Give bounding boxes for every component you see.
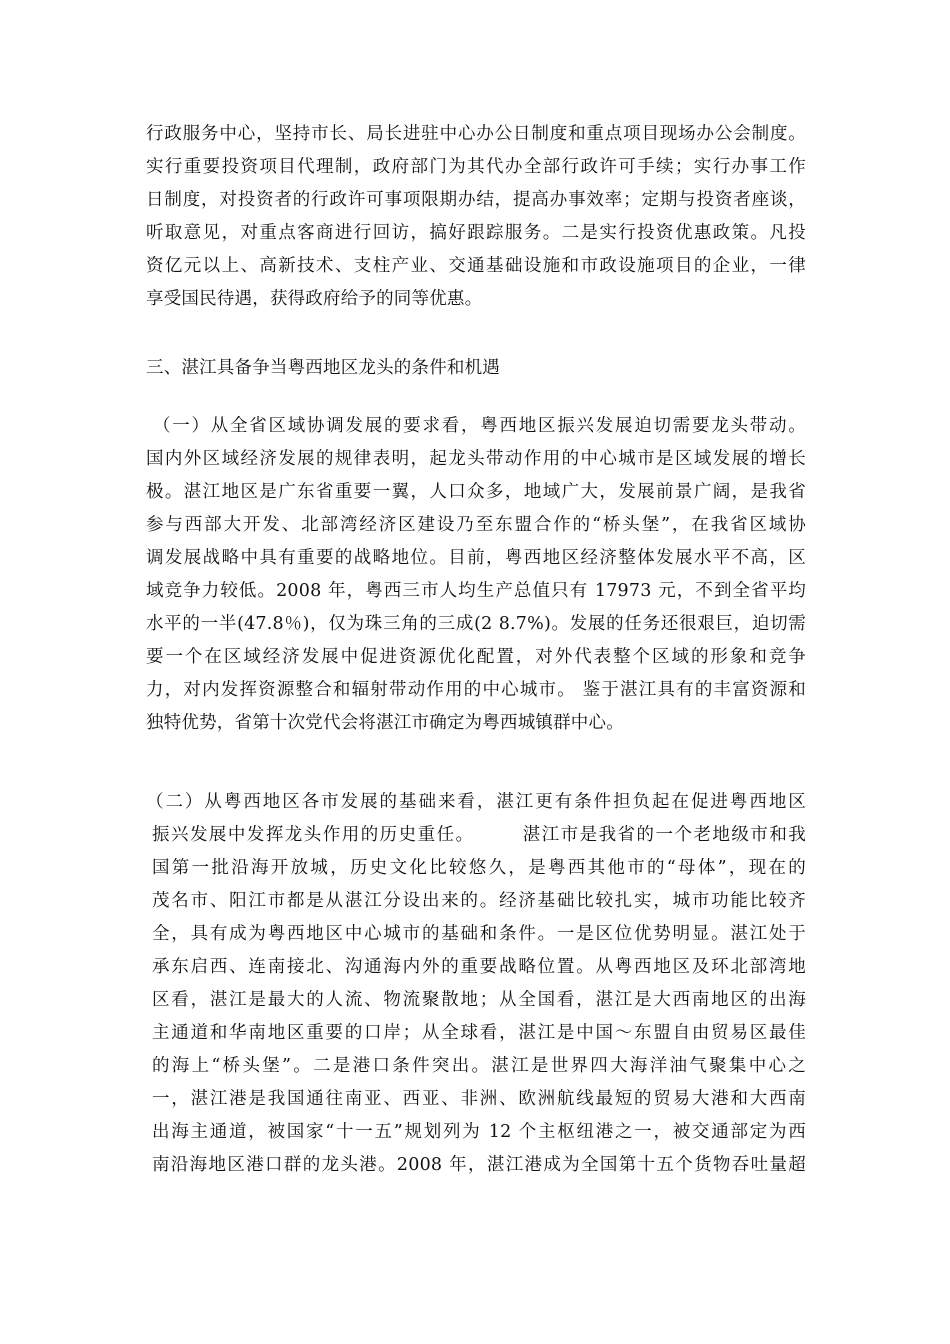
paragraph-western-guangdong-base [146, 786, 806, 1182]
paragraph-regional-coordination [146, 410, 806, 740]
text-line: 南沿海地区港口群的龙头港。2008 年，湛江港成为全国第十五个货物吞吐量超 [152, 1155, 806, 1175]
text-line: 出海主通道，被国家“十一五”规划列为 12 个主枢纽港之一，被交通部定为西 [152, 1122, 806, 1142]
text-line: 国内外区域经济发展的规律表明，起龙头带动作用的中心城市是区域发展的增长 [146, 449, 806, 469]
text-line: 全，具有成为粤西地区中心城市的基础和条件。一是区位优势明显。湛江处于 [152, 924, 806, 944]
text-line: 一，湛江港是我国通往南亚、西亚、非洲、欧洲航线最短的贸易大港和大西南 [152, 1089, 806, 1109]
text-line: 行政服务中心，坚持市长、局长进驻中心办公日制度和重点项目现场办公会制度。 [146, 124, 806, 144]
text-line: 要一个在区域经济发展中促进资源优化配置，对外代表整个区域的形象和竞争 [146, 647, 806, 667]
text-line: 承东启西、连南接北、沟通海内外的重要战略位置。从粤西地区及环北部湾地 [152, 957, 806, 977]
text-line: 水平的一半(47.8％)，仅为珠三角的三成(2 8.7%)。发展的任务还很艰巨，迫切需 [146, 614, 806, 634]
text-line: 资亿元以上、高新技术、支柱产业、交通基础设施和市政设施项目的企业，一律 [146, 256, 806, 276]
text-line: 享受国民待遇，获得政府给予的同等优惠。 [146, 289, 483, 309]
text-line: （一）从全省区域协调发展的要求看，粤西地区振兴发展迫切需要龙头带动。 [153, 416, 806, 436]
text-line: 振兴发展中发挥龙头作用的历史重任。 湛江市是我省的一个老地级市和我 [152, 825, 806, 845]
section-heading-three [146, 352, 806, 385]
paragraph-admin-services [146, 118, 806, 316]
text-line: 日制度，对投资者的行政许可事项限期办结，提高办事效率；定期与投资者座谈， [146, 190, 806, 210]
text-line: 实行重要投资项目代理制，政府部门为其代办全部行政许可手续；实行办事工作 [146, 157, 806, 177]
text-line: 极。湛江地区是广东省重要一翼，人口众多，地域广大，发展前景广阔，是我省 [146, 482, 806, 502]
text-line: 听取意见，对重点客商进行回访，搞好跟踪服务。二是实行投资优惠政策。凡投 [146, 223, 806, 243]
text-line: 的海上“桥头堡”。二是港口条件突出。湛江是世界四大海洋油气聚集中心之 [152, 1056, 806, 1076]
text-line: 区看，湛江是最大的人流、物流聚散地；从全国看，湛江是大西南地区的出海 [152, 990, 806, 1010]
text-line: 调发展战略中具有重要的战略地位。目前，粤西地区经济整体发展水平不高，区 [146, 548, 806, 568]
text-line: （二）从粤西地区各市发展的基础来看，湛江更有条件担负起在促进粤西地区 [146, 792, 806, 812]
text-line: 主通道和华南地区重要的口岸；从全球看，湛江是中国～东盟自由贸易区最佳 [152, 1023, 806, 1043]
text-line: 域竞争力较低。2008 年，粤西三市人均生产总值只有 17973 元，不到全省平均 [146, 581, 806, 601]
text-line: 参与西部大开发、北部湾经济区建设乃至东盟合作的“桥头堡”，在我省区域协 [146, 515, 806, 535]
heading-line: 三、湛江具备争当粤西地区龙头的条件和机遇 [146, 358, 500, 378]
text-line: 国第一批沿海开放城，历史文化比较悠久，是粤西其他市的“母体”，现在的 [152, 858, 806, 878]
text-line: 力，对内发挥资源整合和辐射带动作用的中心城市。 鉴于湛江具有的丰富资源和 [146, 680, 806, 700]
text-line: 独特优势，省第十次党代会将湛江市确定为粤西城镇群中心。 [146, 713, 624, 733]
text-line: 茂名市、阳江市都是从湛江分设出来的。经济基础比较扎实，城市功能比较齐 [152, 891, 806, 911]
